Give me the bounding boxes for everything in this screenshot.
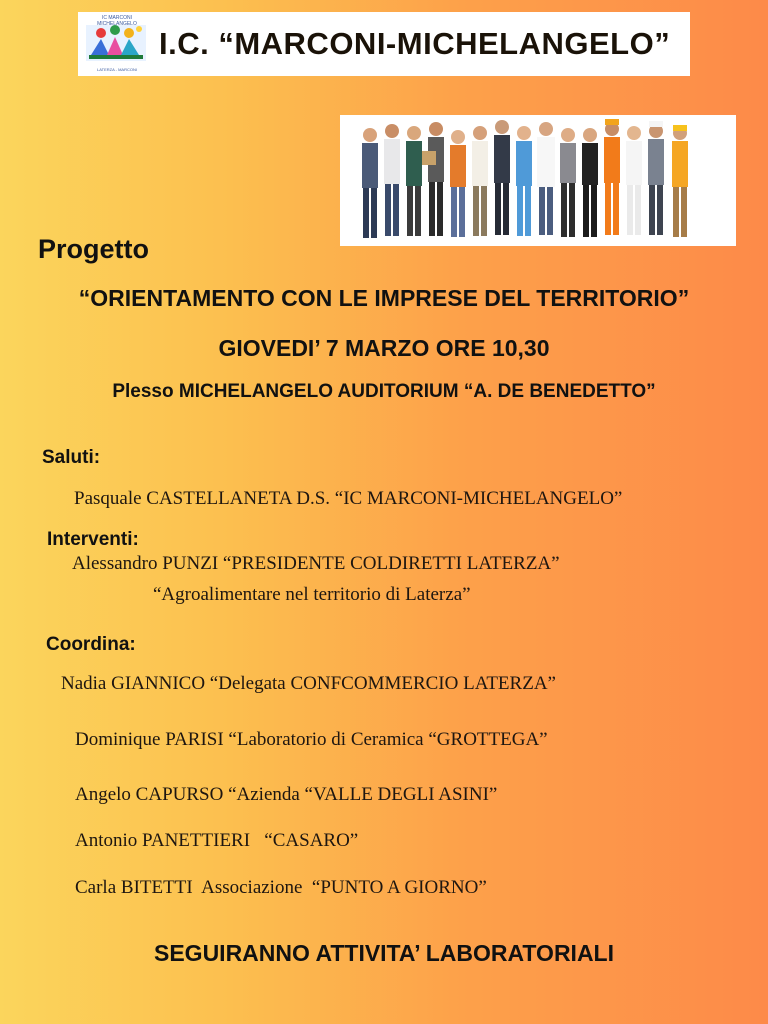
- coordina-entry: Nadia GIANNICO “Delegata CONFCOMMERCIO LATERZA”: [61, 673, 556, 694]
- event-title: “ORIENTAMENTO CON LE IMPRESE DEL TERRITORIO”: [78, 285, 690, 311]
- coordina-label: Coordina:: [46, 634, 136, 655]
- saluti-entry: Pasquale CASTELLANETA D.S. “IC MARCONI-MICHELANGELO”: [74, 488, 623, 509]
- event-date: GIOVEDI’ 7 MARZO ORE 10,30: [218, 335, 550, 361]
- coordina-entry: Carla BITETTI Associazione “PUNTO A GIORNO”: [75, 877, 487, 898]
- workers-illustration: [340, 115, 736, 246]
- footer-note: SEGUIRANNO ATTIVITA’ LABORATORIALI: [154, 940, 614, 966]
- coordina-entry: Dominique PARISI “Laboratorio di Ceramica “GROTTEGA”: [75, 729, 548, 750]
- school-logo: [81, 15, 151, 73]
- project-label: Progetto: [38, 234, 149, 264]
- interventi-entry: Alessandro PUNZI “PRESIDENTE COLDIRETTI LATERZA”: [72, 553, 560, 574]
- saluti-label: Saluti:: [42, 447, 101, 468]
- school-title: I.C. “MARCONI-MICHELANGELO”: [159, 26, 671, 61]
- logo-caption-bottom: LATERZA - MARCONI: [97, 67, 137, 72]
- interventi-label: Interventi:: [47, 529, 139, 550]
- event-location: Plesso MICHELANGELO AUDITORIUM “A. DE BENEDETTO”: [112, 381, 656, 402]
- school-banner: [78, 12, 690, 76]
- interventi-topic: “Agroalimentare nel territorio di Laterza”: [153, 584, 471, 605]
- coordina-entry: Antonio PANETTIERI “CASARO”: [75, 830, 359, 851]
- coordina-entry: Angelo CAPURSO “Azienda “VALLE DEGLI ASINI”: [75, 784, 498, 805]
- logo-caption-top: IC MARCONI MICHELANGELO: [97, 15, 137, 27]
- workers-group-picture: [340, 115, 736, 246]
